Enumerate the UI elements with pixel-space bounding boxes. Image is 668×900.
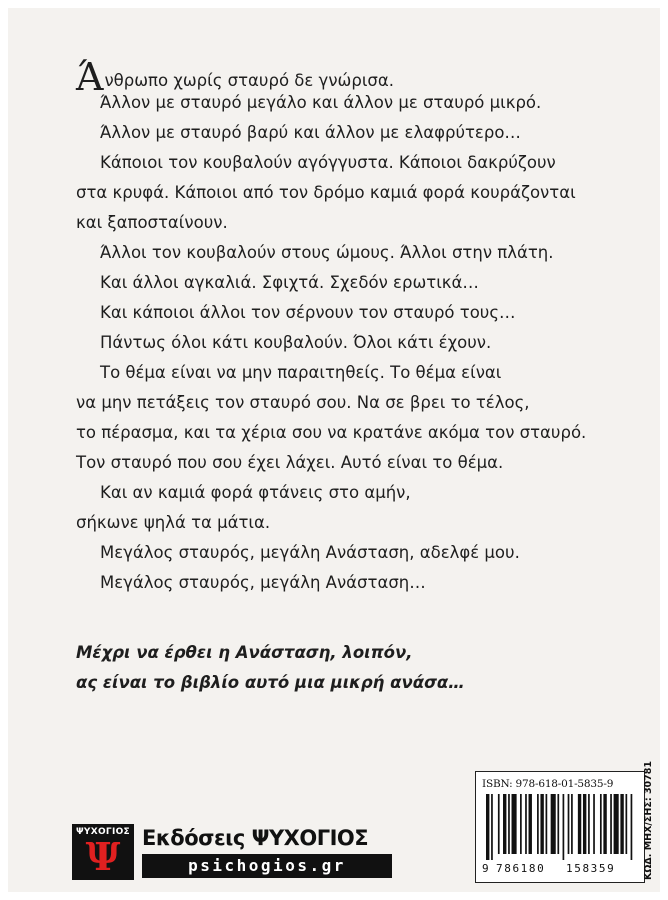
poem-line: να μην πετάξεις τον σταυρό σου. Να σε βρει το τέλος,: [76, 393, 530, 412]
publisher-logo: [72, 824, 134, 880]
publisher-url-bar: [142, 854, 392, 878]
barcode-bar: [583, 794, 586, 854]
publisher-url: psichogios.gr: [188, 856, 346, 875]
poem-lines: [76, 88, 636, 598]
isbn-label: ISBN: 978-618-01-5835-9: [482, 778, 614, 790]
barcode-bar: [603, 794, 606, 854]
poem-line: Πάντως όλοι κάτι κουβαλούν. Όλοι κάτι έχουν.: [100, 333, 492, 352]
barcode-bar: [537, 794, 539, 854]
back-cover: [8, 8, 660, 892]
barcode-digits-right: 158359: [566, 862, 616, 875]
psi-icon: Ψ: [85, 834, 121, 879]
barcode-bar: [557, 794, 559, 854]
poem-line: Άλλοι τον κουβαλούν στους ώμους. Άλλοι στην πλάτη.: [100, 243, 554, 262]
poem-line: σήκωνε ψηλά τα μάτια.: [76, 513, 271, 532]
poem-line: Τον σταυρό που σου έχει λάχει. Αυτό είναι το θέμα.: [76, 453, 504, 472]
barcode-bar: [593, 794, 595, 854]
barcode-bar: [503, 794, 506, 854]
publisher-name: Εκδόσεις ΨΥΧΟΓΙΟΣ: [142, 826, 369, 850]
logo-wordmark: ΨΥΧΟΓΙΟΣ: [75, 827, 131, 837]
first-line-text: νθρωπο χωρίς σταυρό δε γνώρισα.: [104, 71, 394, 90]
barcode-bar: [571, 794, 573, 854]
barcode-bar: [508, 794, 510, 854]
poem-line: το πέρασμα, και τα χέρια σου να κρατάνε ακόμα τον σταυρό.: [76, 423, 587, 442]
drop-cap: Ά: [76, 55, 104, 99]
publisher-block: [72, 824, 402, 880]
poem-line: Και αν καμιά φορά φτάνεις στο αμήν,: [100, 483, 411, 502]
barcode-bar: [620, 794, 623, 854]
closing-line-1: Μέχρι να έρθει η Ανάσταση, λοιπόν,: [76, 643, 413, 662]
closing-line-2: ας είναι το βιβλίο αυτό μια μικρή ανάσα…: [76, 673, 465, 692]
barcode-bar: [610, 794, 612, 854]
product-code: ΚΩΔ. ΜΗΧ/ΣΗΣ: 30781: [643, 761, 654, 880]
barcode-digits: [482, 862, 638, 876]
poem-line: Μεγάλος σταυρός, μεγάλη Ανάσταση…: [100, 573, 426, 592]
barcode-digits-left: 786180: [496, 862, 546, 875]
barcode-bar: [498, 794, 500, 854]
barcode-box: [475, 771, 645, 883]
poem-line: Μεγάλος σταυρός, μεγάλη Ανάσταση, αδελφέ μου.: [100, 543, 520, 562]
barcode-bar: [625, 794, 627, 854]
barcode-bar: [578, 794, 581, 854]
barcode-bar: [631, 794, 633, 860]
poem-line: Άλλον με σταυρό μεγάλο και άλλον με σταυρό μικρό.: [100, 93, 542, 112]
barcode-bar: [520, 794, 522, 854]
poem-line: Κάποιοι τον κουβαλούν αγόγγυστα. Κάποιοι δακρύζουν: [100, 153, 556, 172]
barcode-bar: [491, 794, 493, 860]
barcode-bar: [563, 794, 565, 860]
barcode-digit-first: 9: [482, 862, 489, 875]
barcode-bar: [529, 794, 532, 854]
closing-statement: [76, 638, 636, 698]
barcode-bar: [551, 794, 556, 854]
poem-first-line: [76, 55, 636, 99]
barcode-bar: [512, 794, 517, 854]
poem-line: στα κρυφά. Κάποιοι από τον δρόμο καμιά φορά κουράζονται: [76, 183, 576, 202]
barcode-bars: [486, 794, 634, 860]
barcode-bar: [525, 794, 527, 854]
barcode-bar: [546, 794, 548, 854]
poem-line: και ξαποσταίνουν.: [76, 213, 228, 232]
barcode-bar: [486, 794, 489, 860]
poem-line: Και κάποιοι άλλοι τον σέρνουν τον σταυρό τους…: [100, 303, 516, 322]
back-cover-text: [76, 55, 636, 598]
poem-line: Το θέμα είναι να μην παραιτηθείς. Το θέμα είναι: [100, 363, 502, 382]
barcode-bar: [568, 794, 570, 854]
poem-line: Άλλον με σταυρό βαρύ και άλλον με ελαφρύτερο…: [100, 123, 521, 142]
barcode-bar: [600, 794, 602, 854]
barcode-bar: [540, 794, 543, 854]
poem-line: Και άλλοι αγκαλιά. Σφιχτά. Σχεδόν ερωτικά…: [100, 273, 479, 292]
barcode-bar: [588, 794, 590, 854]
barcode-bar: [614, 794, 619, 854]
